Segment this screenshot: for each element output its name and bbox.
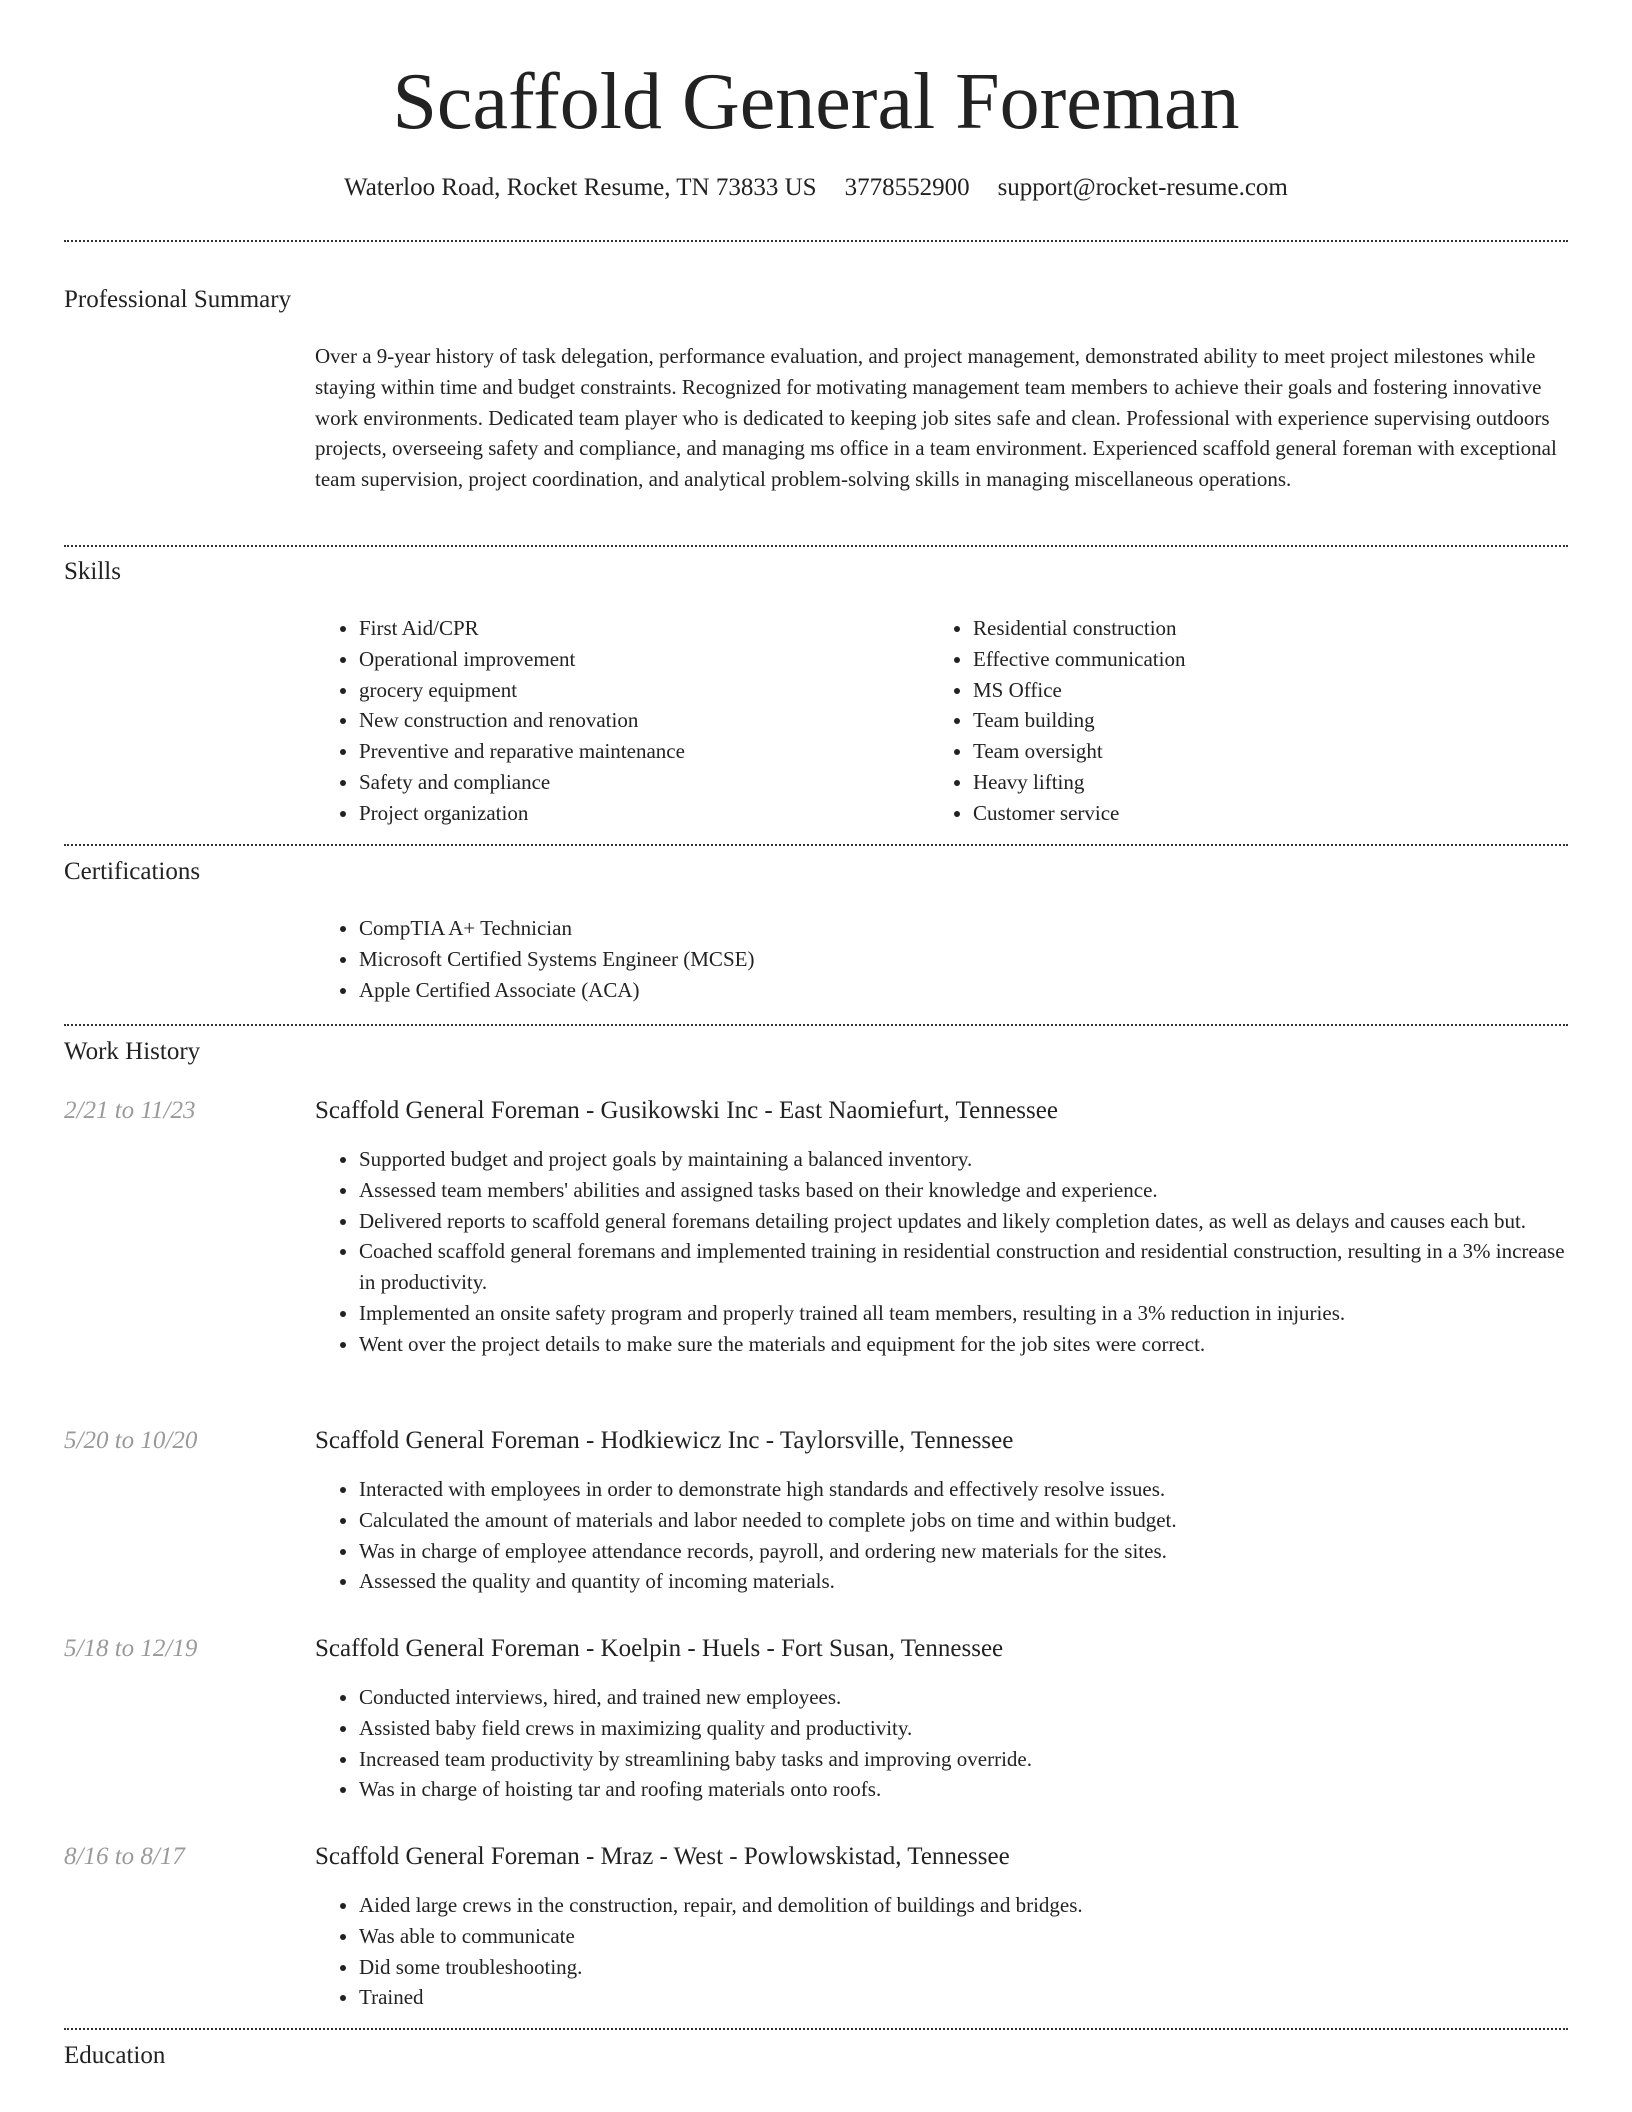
job-bullet: • Went over the project details to make sure the materials and equipment for the job sites were correct.	[359, 1329, 1568, 1360]
job-bullet: • Aided large crews in the construction, repair, and demolition of buildings and bridges.	[359, 1890, 1568, 1921]
skills-list-right	[929, 613, 1573, 829]
job-title: Scaffold General Foreman - Hodkiewicz Inc - Taylorsville, Tennessee	[315, 1427, 1014, 1454]
job-bullet: • Interacted with employees in order to demonstrate high standards and effectively resolve issues.	[359, 1474, 1568, 1505]
section-title-skills: Skills	[64, 558, 121, 585]
job-bullets	[315, 1144, 1568, 1360]
skill-item: • grocery equipment	[359, 675, 929, 706]
email: support@rocket-resume.com	[997, 174, 1288, 201]
job-bullet: • Delivered reports to scaffold general foremans detailing project updates and likely completion dates, as well as delays and causes each but.	[359, 1206, 1568, 1237]
job-bullet: • Assessed the quality and quantity of incoming materials.	[359, 1566, 1568, 1597]
skills-list-left	[315, 613, 929, 829]
job-bullet: • Supported budget and project goals by maintaining a balanced inventory.	[359, 1144, 1568, 1175]
skill-item: • Customer service	[973, 798, 1573, 829]
skill-item: • MS Office	[973, 675, 1573, 706]
phone: 3778552900	[844, 174, 970, 201]
skill-item: • Residential construction	[973, 613, 1573, 644]
job-bullet: • Conducted interviews, hired, and trained new employees.	[359, 1682, 1568, 1713]
job-bullet: • Trained	[359, 1982, 1568, 2013]
section-title-work-history: Work History	[64, 1038, 201, 1065]
candidate-name: Scaffold General Foreman	[392, 58, 1240, 146]
job-dates: 5/20 to 10/20	[64, 1427, 198, 1454]
job-bullet: • Assisted baby field crews in maximizing quality and productivity.	[359, 1713, 1568, 1744]
job-title: Scaffold General Foreman - Koelpin - Huels - Fort Susan, Tennessee	[315, 1635, 1004, 1662]
skill-item: • Team oversight	[973, 736, 1573, 767]
certifications-list	[315, 913, 1569, 1005]
section-title-summary: Professional Summary	[64, 286, 292, 313]
job-title: Scaffold General Foreman - Mraz - West - Powlowskistad, Tennessee	[315, 1843, 1010, 1870]
skill-item: • Team building	[973, 705, 1573, 736]
job-bullets	[315, 1474, 1568, 1597]
job-bullet: • Was able to communicate	[359, 1921, 1568, 1952]
job-bullet: • Was in charge of employee attendance records, payroll, and ordering new materials for the sites.	[359, 1536, 1568, 1567]
job-bullet: • Assessed team members' abilities and assigned tasks based on their knowledge and experience.	[359, 1175, 1568, 1206]
skill-item: • Safety and compliance	[359, 767, 929, 798]
job-bullet: • Did some troubleshooting.	[359, 1952, 1568, 1983]
contact-line	[0, 170, 1632, 206]
job-bullet: • Calculated the amount of materials and labor needed to complete jobs on time and within budget.	[359, 1505, 1568, 1536]
skill-item: • Effective communication	[973, 644, 1573, 675]
job-bullets	[315, 1890, 1568, 2013]
certification-item: • Microsoft Certified Systems Engineer (MCSE)	[359, 944, 1569, 975]
job-dates: 2/21 to 11/23	[64, 1097, 196, 1124]
job-bullets	[315, 1682, 1568, 1805]
summary-text: Over a 9-year history of task delegation, performance evaluation, and project management, demonstrated ability to meet project milestones while staying within time and budget constraints. Recognized for motivating management team members to achieve their goals and fostering innovative work environments. Dedicated team player who is dedicated to keeping job sites safe and clean. Professional with experience supervising outdoors projects, overseeing safety and compliance, and managing ms office in a team environment. Experienced scaffold general foreman with exceptional team supervision, project coordination, and analytical problem-solving skills in managing miscellaneous operations.	[315, 344, 1557, 492]
job-dates: 8/16 to 8/17	[64, 1843, 185, 1870]
section-title-education: Education	[64, 2042, 166, 2069]
job-title: Scaffold General Foreman - Gusikowski Inc - East Naomiefurt, Tennessee	[315, 1097, 1058, 1124]
job-bullet: • Implemented an onsite safety program and properly trained all team members, resulting in a 3% reduction in injuries.	[359, 1298, 1568, 1329]
skill-item: • First Aid/CPR	[359, 613, 929, 644]
job-bullet: • Increased team productivity by streamlining baby tasks and improving override.	[359, 1744, 1568, 1775]
certification-item: • CompTIA A+ Technician	[359, 913, 1569, 944]
job-dates: 5/18 to 12/19	[64, 1635, 198, 1662]
divider	[64, 844, 1568, 846]
divider	[64, 545, 1568, 547]
divider	[64, 240, 1568, 242]
address: Waterloo Road, Rocket Resume, TN 73833 US	[344, 174, 817, 201]
job-bullet: • Was in charge of hoisting tar and roofing materials onto roofs.	[359, 1774, 1568, 1805]
skill-item: • New construction and renovation	[359, 705, 929, 736]
job-bullet: • Coached scaffold general foremans and implemented training in residential construction and residential construction, resulting in a 3% increase in productivity.	[359, 1236, 1568, 1298]
divider	[64, 1024, 1568, 1026]
skill-item: • Preventive and reparative maintenance	[359, 736, 929, 767]
skill-item: • Operational improvement	[359, 644, 929, 675]
certification-item: • Apple Certified Associate (ACA)	[359, 975, 1569, 1006]
skill-item: • Project organization	[359, 798, 929, 829]
section-title-certifications: Certifications	[64, 858, 201, 885]
skill-item: • Heavy lifting	[973, 767, 1573, 798]
divider	[64, 2028, 1568, 2030]
